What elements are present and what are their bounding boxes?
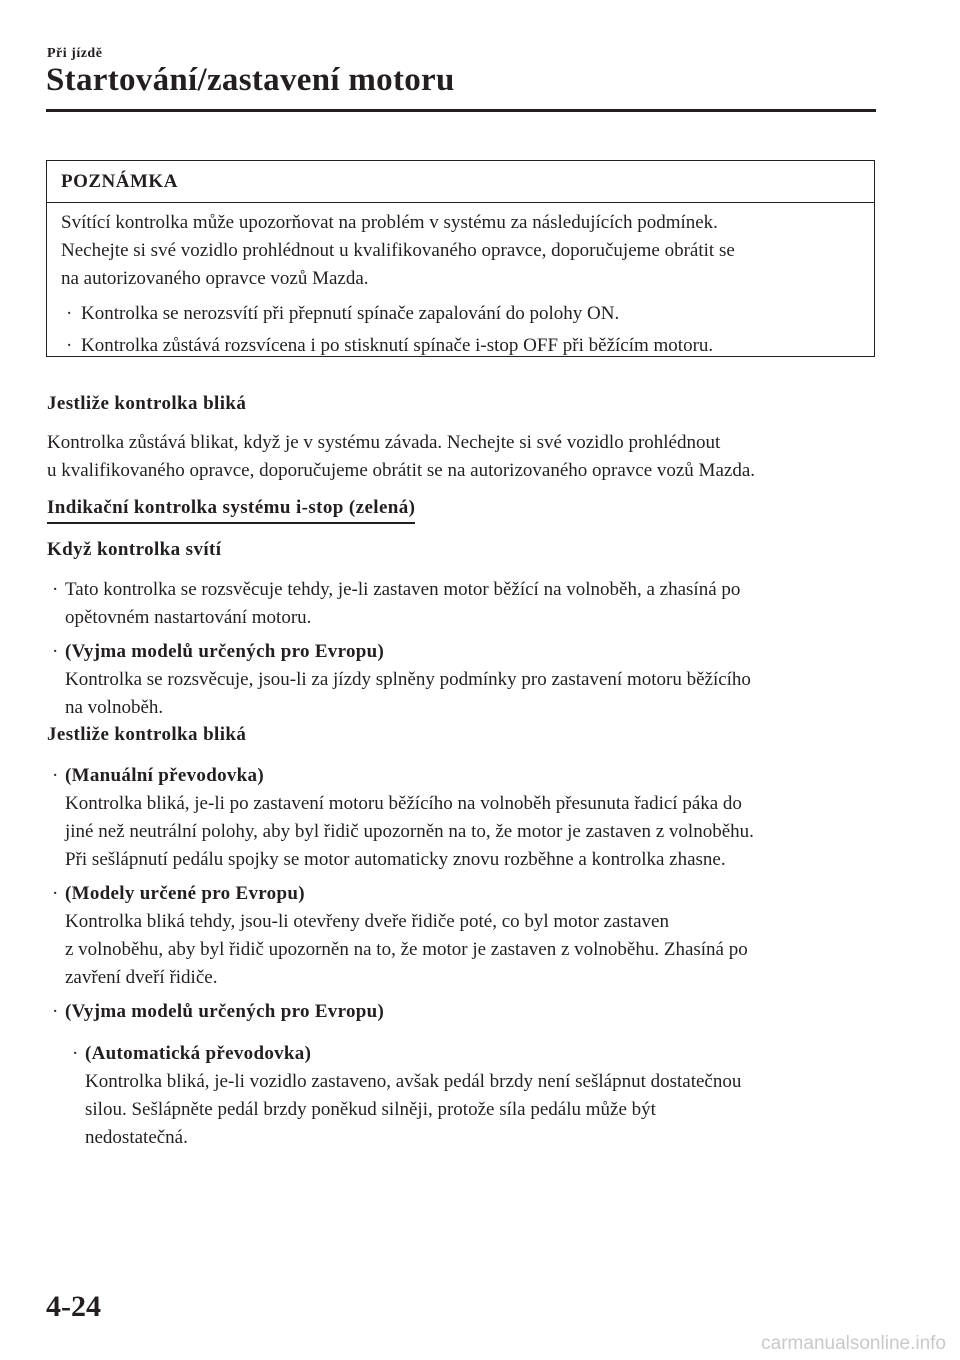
when-on-list	[47, 576, 751, 722]
list-item	[47, 762, 754, 874]
list-item-title: (Vyjma modelů určených pro Evropu)	[65, 641, 385, 662]
bullet-dot: ·	[52, 641, 59, 662]
note-bullet	[61, 298, 874, 330]
title-rule	[46, 109, 876, 112]
bullet-dot: ·	[52, 579, 59, 600]
list-item-line: na volnoběh.	[65, 697, 164, 718]
bullet-dot: ·	[52, 1001, 59, 1022]
list-item-title: (Manuální převodovka)	[65, 765, 264, 786]
list-item-line: Kontrolka bliká tehdy, jsou-li otevřeny dveře řidiče poté, co byl motor zastaven	[65, 911, 669, 932]
note-bullet	[61, 330, 874, 362]
list-item-title: (Automatická převodovka)	[85, 1043, 312, 1064]
page-title: Startování/zastavení motoru	[46, 62, 455, 98]
list-item-line: jiné než neutrální polohy, aby byl řidič upozorněn na to, že motor je zastaven z volnoběhu.	[65, 821, 754, 842]
list-item	[47, 638, 751, 722]
paragraph-line: u kvalifikovaného opravce, doporučujeme obrátit se na autorizovaného opravce vozů Mazda.	[47, 460, 756, 481]
list-item	[47, 880, 754, 992]
note-bullet-list	[61, 298, 874, 362]
note-title: POZNÁMKA	[47, 161, 874, 203]
bullet-dot: ·	[66, 335, 73, 356]
list-item-line: silou. Sešlápněte pedál brzdy poněkud silněji, protože síla pedálu může být	[85, 1099, 656, 1120]
bullet-dot: ·	[52, 765, 59, 786]
subheading: Jestliže kontrolka bliká	[47, 393, 247, 414]
note-bullet-text: Kontrolka se nerozsvítí při přepnutí spínače zapalování do polohy ON.	[81, 303, 620, 324]
watermark: carmanualsonline.info	[761, 1333, 946, 1354]
bullet-dot: ·	[66, 303, 73, 324]
subheading: Když kontrolka svítí	[47, 539, 222, 560]
subheading-when-blink	[47, 724, 246, 746]
list-item-line: Kontrolka bliká, je-li po zastavení motoru běžícího na volnoběh přesunuta řadicí páka do	[65, 793, 742, 814]
note-body	[47, 203, 874, 362]
running-head: Při jízdě	[47, 46, 103, 61]
list-item-title: (Vyjma modelů určených pro Evropu)	[65, 1001, 385, 1022]
list-item-title: (Modely určené pro Evropu)	[65, 883, 305, 904]
section-heading: Indikační kontrolka systému i-stop (zelená)	[47, 497, 415, 524]
list-item-line: opětovném nastartování motoru.	[65, 607, 312, 628]
subheading: Jestliže kontrolka bliká	[47, 724, 247, 745]
note-bullet-text: Kontrolka zůstává rozsvícena i po stisknutí spínače i-stop OFF při běžícím motoru.	[81, 335, 714, 356]
list-item-line: Při sešlápnutí pedálu spojky se motor automaticky znovu rozběhne a kontrolka zhasne.	[65, 849, 726, 870]
note-line: Nechejte si své vozidlo prohlédnout u kvalifikovaného opravce, doporučujeme obrátit se	[61, 240, 735, 261]
list-item	[47, 998, 754, 1026]
note-line: na autorizovaného opravce vozů Mazda.	[61, 268, 369, 289]
paragraph-line: Kontrolka zůstává blikat, když je v systému závada. Nechejte si své vozidlo prohlédnout	[47, 432, 721, 453]
list-item-line: Kontrolka bliká, je-li vozidlo zastaveno, avšak pedál brzdy není sešlápnut dostatečnou	[85, 1071, 742, 1092]
section-fault-blink	[47, 393, 755, 485]
list-item-line: zavření dveří řidiče.	[65, 967, 218, 988]
list-item-line: nedostatečná.	[85, 1127, 188, 1148]
list-item	[47, 576, 751, 632]
bullet-dot: ·	[52, 883, 59, 904]
note-line: Svítící kontrolka může upozorňovat na problém v systému za následujících podmínek.	[61, 212, 718, 233]
bullet-dot: ·	[72, 1043, 79, 1064]
subheading-when-on	[47, 539, 221, 561]
page-number: 4-24	[46, 1290, 101, 1323]
list-item-line: Kontrolka se rozsvěcuje, jsou-li za jízdy splněny podmínky pro zastavení motoru běžícího	[65, 669, 751, 690]
list-item-line: z volnoběhu, aby byl řidič upozorněn na to, že motor je zastaven z volnoběhu. Zhasíná po	[65, 939, 748, 960]
when-blink-list	[47, 762, 754, 1152]
note-box	[46, 160, 875, 357]
list-sub-item	[67, 1040, 754, 1152]
list-item-line: Tato kontrolka se rozsvěcuje tehdy, je-li zastaven motor běžící na volnoběh, a zhasíná po	[65, 579, 741, 600]
